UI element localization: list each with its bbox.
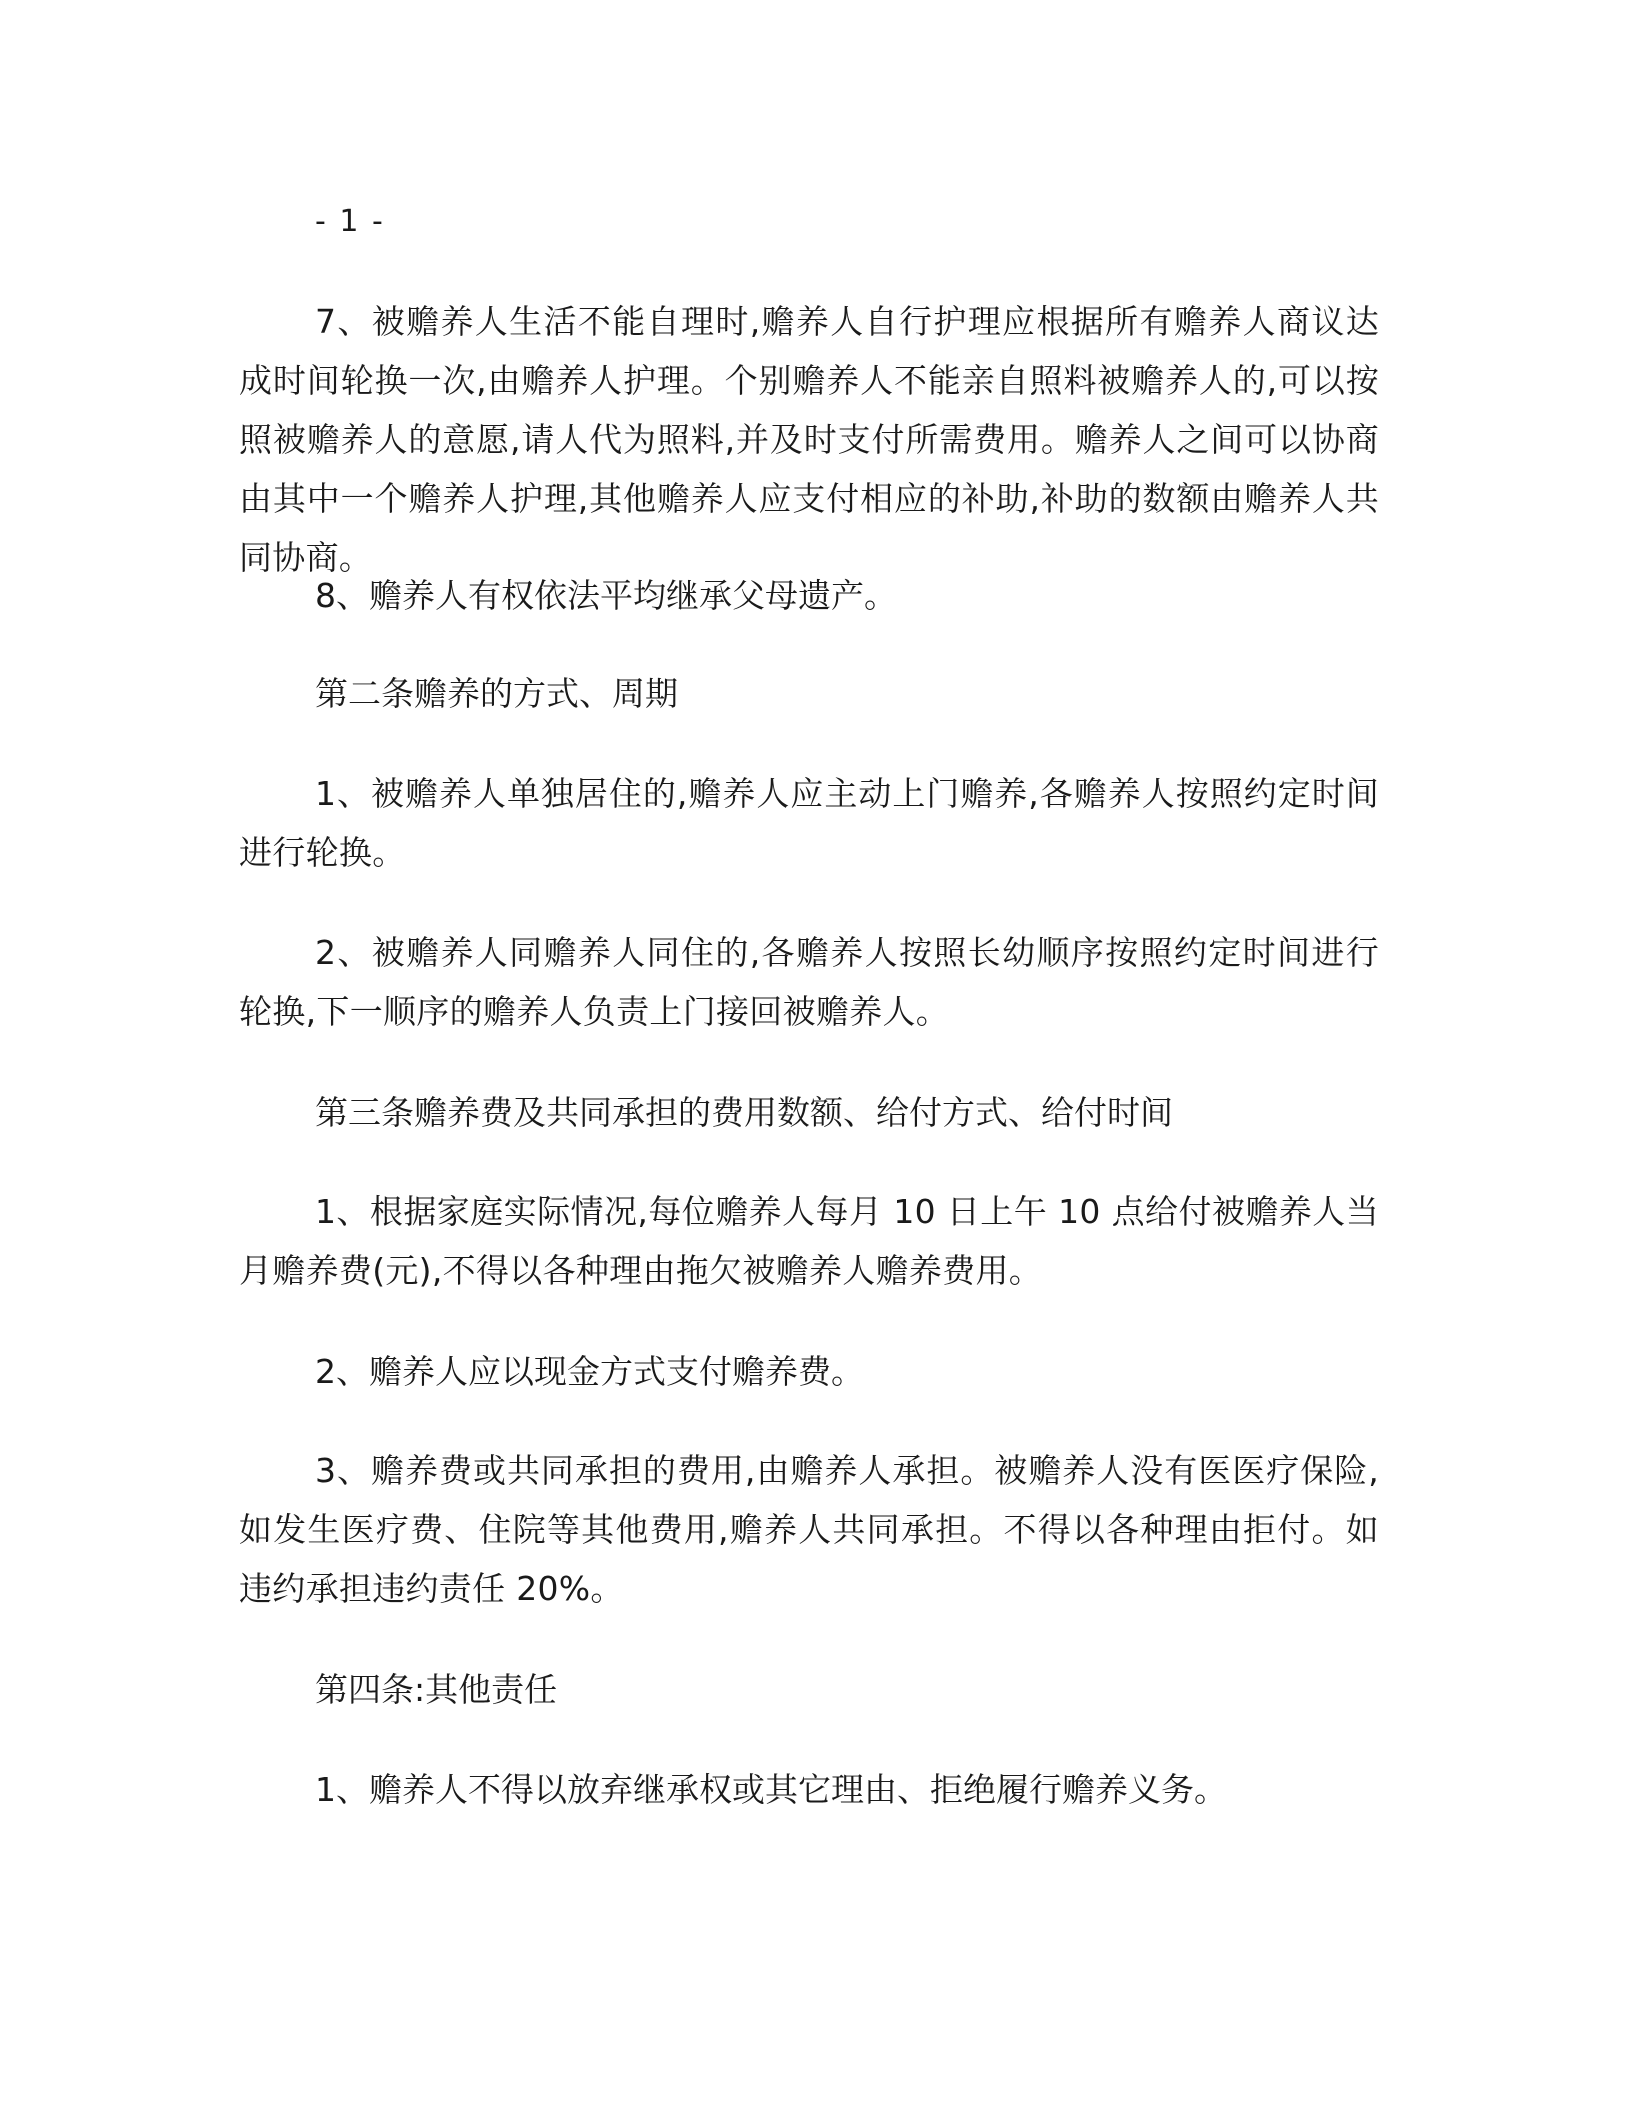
paragraph-7: [239, 292, 1379, 587]
article-3-item-2: 2、赡养人应以现金方式支付赡养费。: [315, 1352, 864, 1391]
article-3-title: 第三条赡养费及共同承担的费用数额、给付方式、给付时间: [315, 1093, 1173, 1132]
article-2-item-1: [239, 764, 1379, 882]
page-number: - 1 -: [315, 204, 385, 239]
article-2-item-2-text: 2、被赡养人同赡养人同住的,各赡养人按照长幼顺序按照约定时间进行轮换,下一顺序的赡养人负责上门接回被赡养人。: [239, 933, 1379, 1031]
article-2-item-2: [239, 923, 1379, 1041]
paragraph-7-text: 7、被赡养人生活不能自理时,赡养人自行护理应根据所有赡养人商议达成时间轮换一次,由赡养人护理。个别赡养人不能亲自照料被赡养人的,可以按照被赡养人的意愿,请人代为照料,并及时支付所需费用。赡养人之间可以协商由其中一个赡养人护理,其他赡养人应支付相应的补助,补助的数额由赡养人共同协商。: [239, 302, 1379, 577]
article-3-item-1-text: 1、根据家庭实际情况,每位赡养人每月 10 日上午 10 点给付被赡养人当月赡养费(元),不得以各种理由拖欠被赡养人赡养费用。: [239, 1192, 1379, 1290]
article-4-title: 第四条:其他责任: [315, 1670, 558, 1709]
article-2-item-1-text: 1、被赡养人单独居住的,赡养人应主动上门赡养,各赡养人按照约定时间进行轮换。: [239, 774, 1379, 872]
article-3-item-3: [239, 1441, 1379, 1618]
article-2-title: 第二条赡养的方式、周期: [315, 674, 678, 713]
article-4-item-1: 1、赡养人不得以放弃继承权或其它理由、拒绝履行赡养义务。: [315, 1770, 1227, 1809]
paragraph-8: 8、赡养人有权依法平均继承父母遗产。: [315, 576, 897, 615]
article-3-item-1: [239, 1182, 1379, 1300]
article-3-item-3-text: 3、赡养费或共同承担的费用,由赡养人承担。被赡养人没有医医疗保险,如发生医疗费、住院等其他费用,赡养人共同承担。不得以各种理由拒付。如违约承担违约责任 20%。: [239, 1451, 1379, 1608]
